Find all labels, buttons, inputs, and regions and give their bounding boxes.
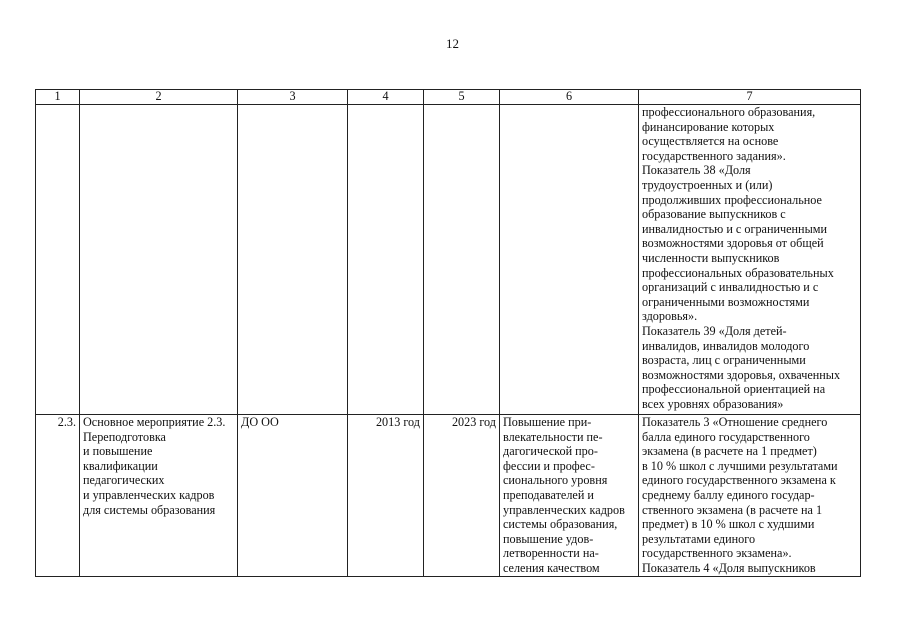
indicator-line: профессиональной ориентацией на (642, 382, 826, 397)
activity-name-line: Основное мероприятие 2.3. (83, 415, 226, 429)
indicator-line: результатами единого (642, 531, 756, 546)
activity-name-line: и управленческих кадров (83, 487, 215, 502)
indicator-line: организаций с инвалидностью и с (642, 280, 819, 295)
row-2-3 (36, 415, 861, 577)
indicator-line: продолживших профессиональное (642, 192, 822, 207)
indicator-line: численности выпускников (642, 250, 780, 265)
indicator-line: ограниченными возможностями (642, 294, 810, 309)
indicator-line: профессионального образования, (642, 105, 816, 119)
indicator-line: экзамена (в расчете на 1 предмет) (642, 444, 817, 459)
expected-result-line: Повышение при- (503, 415, 592, 429)
expected-result-line: повышение удов- (503, 531, 594, 546)
indicator-line: государственного задания». (642, 148, 786, 163)
row-number: 2.3. (36, 415, 80, 577)
header-row (36, 90, 861, 105)
activity-name-line: и повышение (83, 444, 153, 459)
header-col-5: 5 (424, 90, 500, 105)
continuation-cell-3 (238, 105, 348, 415)
expected-result-line: сионального уровня (503, 473, 608, 488)
indicator-line: предмет) в 10 % школ с худшими (642, 517, 815, 532)
indicator-line: инвалидностью и с ограниченными (642, 221, 827, 236)
activity-name-line: Переподготовка (83, 429, 166, 444)
expected-result-line: летворенности на- (503, 546, 599, 561)
indicator-line: Показатель 38 «Доля (642, 163, 751, 178)
start-year-cell: 2013 год (348, 415, 424, 577)
indicator-line: Показатель 4 «Доля выпускников (642, 560, 816, 575)
header-col-4: 4 (348, 90, 424, 105)
continuation-row (36, 105, 861, 415)
indicator-line: возможностями здоровья от общей (642, 236, 824, 251)
indicator-line: осуществляется на основе (642, 134, 779, 149)
activity-name-line: для системы образования (83, 502, 216, 517)
expected-result-line: преподавателей и (503, 487, 594, 502)
indicator-line: Показатель 39 «Доля детей- (642, 323, 787, 338)
expected-result-line: системы образования, (503, 517, 618, 532)
program-table (35, 89, 861, 577)
activity-name-cell (80, 415, 238, 577)
end-year-cell: 2023 год (424, 415, 500, 577)
header-col-1: 1 (36, 90, 80, 105)
header-col-7: 7 (639, 90, 861, 105)
indicators-cell (639, 415, 861, 577)
header-col-6: 6 (500, 90, 639, 105)
indicator-line: инвалидов, инвалидов молодого (642, 338, 810, 353)
activity-name-line: квалификации (83, 458, 158, 473)
expected-result-line: дагогической про- (503, 444, 598, 459)
indicator-line: возраста, лиц с ограниченными (642, 353, 806, 368)
expected-result-line: фессии и профес- (503, 458, 595, 473)
indicator-line: здоровья». (642, 309, 698, 324)
indicator-line: Показатель 3 «Отношение среднего (642, 415, 828, 429)
continuation-cell-5 (424, 105, 500, 415)
header-col-2: 2 (80, 90, 238, 105)
expected-result-line: селения качеством (503, 560, 600, 575)
activity-name-line: педагогических (83, 473, 165, 488)
indicator-line: единого государственного экзамена к (642, 473, 836, 488)
page-number: 12 (446, 36, 459, 51)
continuation-cell-2 (80, 105, 238, 415)
indicator-line: финансирование которых (642, 119, 775, 134)
continuation-indicators-cell (639, 105, 861, 415)
expected-result-cell (500, 415, 639, 577)
indicator-line: государственного экзамена». (642, 546, 792, 561)
indicator-line: ственного экзамена (в расчете на 1 (642, 502, 823, 517)
executor-cell: ДО ОО (238, 415, 348, 577)
expected-result-line: влекательности пе- (503, 429, 603, 444)
continuation-cell-1 (36, 105, 80, 415)
indicator-line: возможностями здоровья, охваченных (642, 367, 841, 382)
continuation-cell-4 (348, 105, 424, 415)
indicator-line: среднему баллу единого государ- (642, 487, 815, 502)
expected-result-line: управленческих кадров (503, 502, 625, 517)
indicator-line: всех уровнях образования» (642, 396, 784, 411)
indicator-line: трудоустроенных и (или) (642, 177, 773, 192)
indicator-line: балла единого государственного (642, 429, 810, 444)
indicator-line: образование выпускников с (642, 207, 786, 222)
indicator-line: профессиональных образовательных (642, 265, 834, 280)
header-col-3: 3 (238, 90, 348, 105)
continuation-cell-6 (500, 105, 639, 415)
indicator-line: в 10 % школ с лучшими результатами (642, 458, 838, 473)
